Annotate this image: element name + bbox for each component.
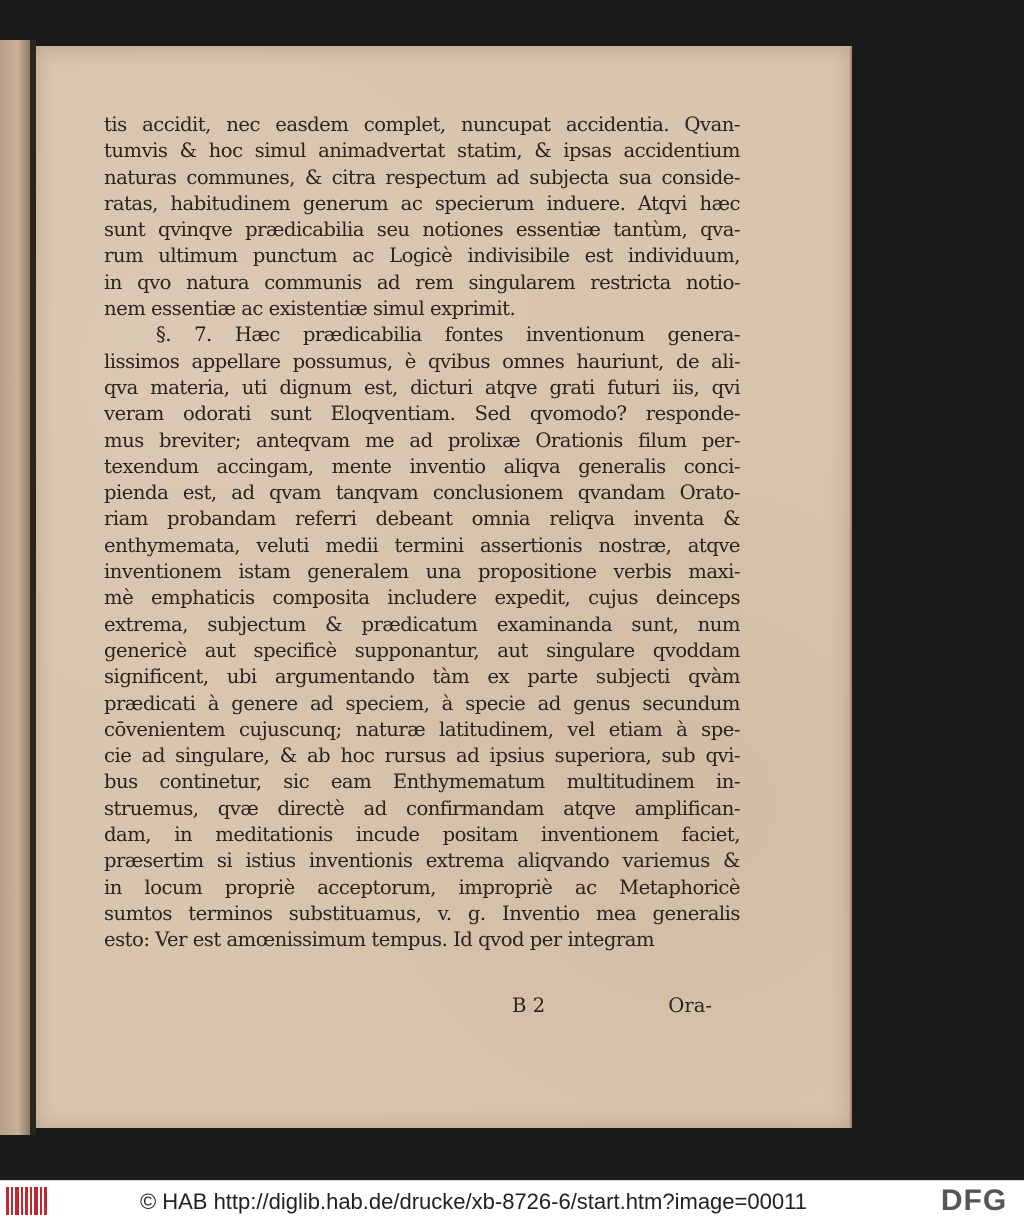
text-line: genericè aut specificè supponantur, aut singulare qvoddam: [104, 638, 740, 662]
text-line: enthymemata, veluti medii termini assertionis nostræ, atqve: [104, 533, 740, 557]
text-line: mus breviter; anteqvam me ad prolixæ Orationis filum per-: [104, 428, 740, 452]
facing-page-edge: [0, 40, 30, 1135]
text-line: struemus, qvæ directè ad confirmandam atqve amplifican-: [104, 796, 740, 820]
text-line: cōvenientem cujuscunq; naturæ latitudinem, vel etiam à spe-: [104, 717, 740, 741]
text-line: qva materia, uti dignum est, dicturi atqve grati futuri iis, qvi: [104, 375, 740, 399]
text-line: ratas, habitudinem generum ac specierum induere. Atqvi hæc: [104, 191, 740, 215]
text-line: in locum propriè acceptorum, impropriè ac Metaphoricè: [104, 875, 740, 899]
attribution-link[interactable]: HAB http://diglib.hab.de/drucke/xb-8726-6/start.htm?image=00011: [162, 1189, 807, 1214]
viewer-footer: [0, 1180, 1024, 1222]
copyright-symbol: ©: [140, 1189, 157, 1214]
text-line: rum ultimum punctum ac Logicè indivisibile est individuum,: [104, 244, 740, 268]
text-line: dam, in meditationis incude positam inventionem faciet,: [104, 823, 740, 847]
text-line: lissimos appellare possumus, è qvibus omnes hauriunt, de ali-: [104, 349, 740, 373]
signature-mark: B 2: [512, 994, 546, 1017]
text-line: texendum accingam, mente inventio aliqva generalis conci-: [104, 454, 740, 478]
text-line: naturas communes, & citra respectum ad subjecta sua conside-: [104, 165, 740, 189]
text-line: præsertim si istius inventionis extrema aliqvando variemus &: [104, 849, 740, 873]
catchword: Ora-: [668, 994, 712, 1017]
dfg-logo-text: DFG: [940, 1184, 1008, 1217]
text-line: prædicati à genere ad speciem, à specie ad genus secundum: [104, 691, 740, 715]
page-text: [104, 112, 740, 954]
text-line: riam probandam referri debeant omnia reliqva inventa &: [104, 507, 740, 531]
text-line: sumtos terminos substituamus, v. g. Inventio mea generalis: [104, 901, 740, 925]
text-line: cie ad singulare, & ab hoc rursus ad ipsius superiora, sub qvi-: [104, 744, 740, 768]
text-line: nem essentiæ ac existentiæ simul exprimit.: [104, 297, 516, 321]
text-line: pienda est, ad qvam tanqvam conclusionem qvandam Orato-: [104, 481, 740, 505]
text-line: bus continetur, sic eam Enthymematum multitudinem in-: [104, 770, 740, 794]
page-footer-line: [104, 994, 712, 1020]
text-line: veram odorati sunt Eloqventiam. Sed qvomodo? responde-: [104, 402, 740, 426]
dfg-logo: [930, 1185, 1018, 1217]
text-line: §. 7. Hæc prædicabilia fontes inventionum genera-: [156, 323, 740, 347]
text-line: tis accidit, nec easdem complet, nuncupat accidentia. Qvan-: [104, 113, 740, 136]
text-line: tumvis & hoc simul animadvertat statim, & ipsas accidentium: [104, 139, 740, 163]
text-line: esto: Ver est amœnissimum tempus. Id qvod per integram: [104, 928, 655, 952]
text-line: sunt qvinqve prædicabilia seu notiones essentiæ tantùm, qva-: [104, 218, 740, 242]
text-line: extrema, subjectum & prædicatum examinanda sunt, num: [104, 612, 740, 636]
attribution-text: [140, 1189, 807, 1215]
hab-barcode-logo: [6, 1187, 48, 1215]
text-line: in qvo natura communis ad rem singularem restricta notio-: [104, 270, 740, 294]
text-line: inventionem istam generalem una propositione verbis maxi-: [104, 560, 740, 584]
text-line: mè emphaticis composita includere expedit, cujus deinceps: [104, 586, 740, 610]
text-line: significent, ubi argumentando tàm ex parte subjecti qvàm: [104, 665, 740, 689]
